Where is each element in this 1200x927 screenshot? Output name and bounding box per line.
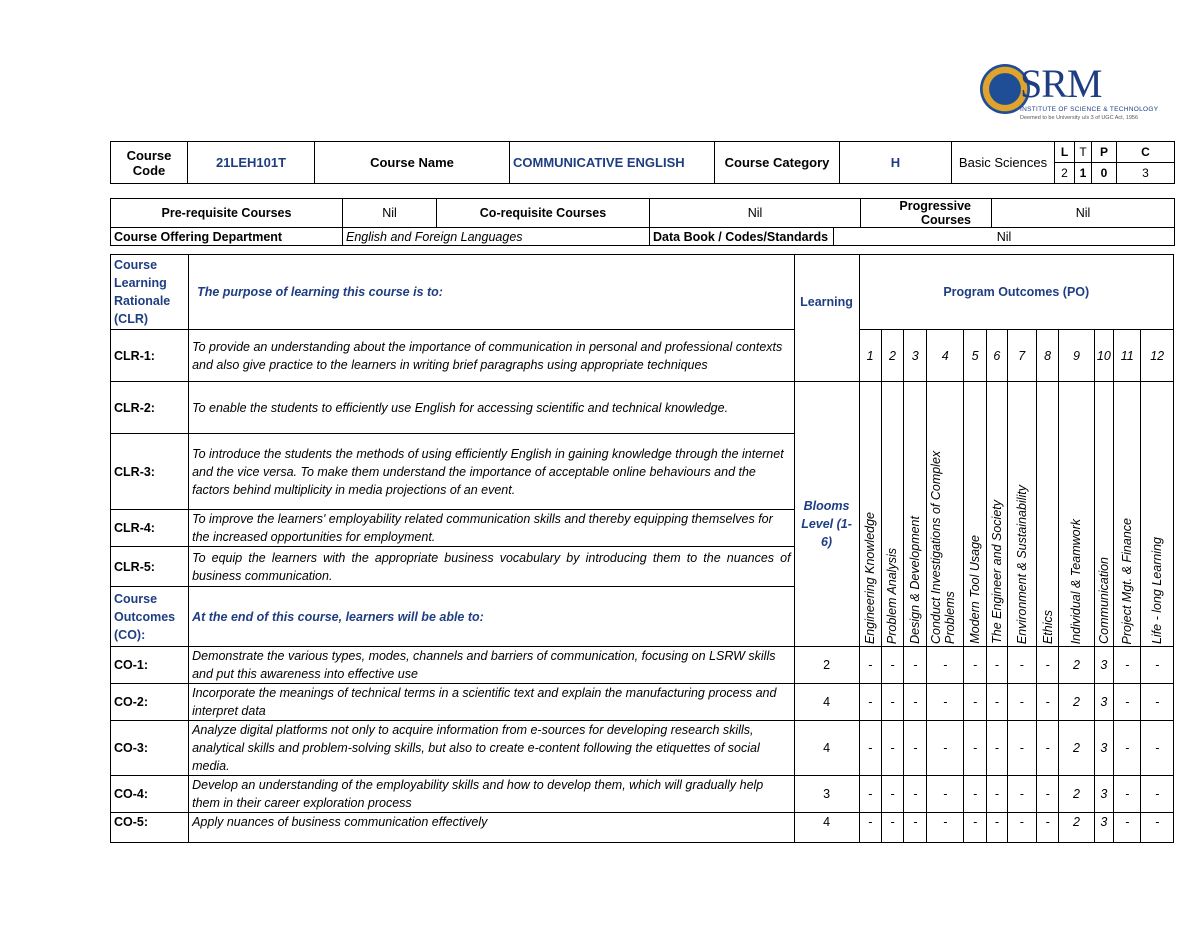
ltpc-value-p: 0 <box>1092 163 1117 184</box>
po-cell: 3 <box>1094 684 1113 721</box>
ltpc-value-c: 3 <box>1117 163 1175 184</box>
po-number: 6 <box>987 330 1007 382</box>
po-cell: - <box>1114 776 1141 813</box>
co-row <box>111 813 1174 843</box>
course-category: H <box>840 142 952 184</box>
logo-brand: SRM <box>1020 61 1102 106</box>
prereq-label: Pre-requisite Courses <box>111 199 343 228</box>
po-cell: - <box>963 684 986 721</box>
co-row <box>111 647 1174 684</box>
po-cell: - <box>963 647 986 684</box>
co-4-level: 3 <box>794 776 859 813</box>
po-cell: 2 <box>1059 776 1094 813</box>
co-intro: At the end of this course, learners will be able to: <box>189 587 795 647</box>
srm-logo <box>978 61 1159 124</box>
co-row <box>111 684 1174 721</box>
po-cell: - <box>987 647 1007 684</box>
po-number: 9 <box>1059 330 1094 382</box>
po-cell: - <box>1007 721 1036 776</box>
po-cell: - <box>904 684 927 721</box>
po-number: 3 <box>904 330 927 382</box>
ltpc-value-t: 1 <box>1075 163 1092 184</box>
course-code-label: Course Code <box>111 142 188 184</box>
po-cell: - <box>927 776 964 813</box>
po-cell: - <box>1141 776 1174 813</box>
po-cell: - <box>881 647 903 684</box>
logo-tagline: Deemed to be University u/s 3 of UGC Act, 1956 <box>1020 115 1139 121</box>
po-cell: - <box>881 684 903 721</box>
co-row <box>111 776 1174 813</box>
po-number: 4 <box>927 330 964 382</box>
po-number: 10 <box>1094 330 1113 382</box>
po-cell: - <box>1114 647 1141 684</box>
po-cell: - <box>963 721 986 776</box>
po-cell: - <box>927 813 964 843</box>
po-cell: - <box>963 813 986 843</box>
progressive-label: Progressive Courses <box>861 199 992 228</box>
clr-2-text: To enable the students to efficiently use English for accessing scientific and technical knowledge. <box>189 382 795 434</box>
po-cell: 2 <box>1059 813 1094 843</box>
po-cell: 3 <box>1094 776 1113 813</box>
po-name: Life - long Learning <box>1141 382 1174 647</box>
po-cell: - <box>1141 684 1174 721</box>
co-2-text: Incorporate the meanings of technical terms in a scientific text and explain the manufacturing process and interpret data <box>189 684 795 721</box>
course-header-table <box>110 141 1175 184</box>
co-1-level: 2 <box>794 647 859 684</box>
po-name: Conduct Investigations of Complex Problems <box>927 382 964 647</box>
po-cell: - <box>987 721 1007 776</box>
category-name: Basic Sciences <box>952 142 1055 184</box>
po-cell: - <box>1141 721 1174 776</box>
po-number: 1 <box>859 330 881 382</box>
co-3-level: 4 <box>794 721 859 776</box>
dept-label: Course Offering Department <box>111 228 343 246</box>
po-cell: - <box>859 684 881 721</box>
po-cell: - <box>1141 813 1174 843</box>
clr-5-text: To equip the learners with the appropriate business vocabulary by introducing them to the nuances of business communication. <box>189 547 795 587</box>
po-cell: - <box>1007 647 1036 684</box>
po-cell: - <box>1007 684 1036 721</box>
prerequisite-table <box>110 198 1175 246</box>
coreq-label: Co-requisite Courses <box>437 199 650 228</box>
po-number: 12 <box>1141 330 1174 382</box>
po-cell: - <box>1141 647 1174 684</box>
po-number: 11 <box>1114 330 1141 382</box>
clr-4-label: CLR-4: <box>111 510 189 547</box>
po-name: Ethics <box>1036 382 1058 647</box>
co-2-label: CO-2: <box>111 684 189 721</box>
coreq-value: Nil <box>650 199 861 228</box>
po-cell: - <box>859 813 881 843</box>
ltpc-label-c: C <box>1117 142 1175 163</box>
databook-value: Nil <box>834 228 1175 246</box>
po-cell: - <box>1114 684 1141 721</box>
po-cell: 3 <box>1094 647 1113 684</box>
logo-institute-name: INSTITUTE OF SCIENCE & TECHNOLOGY <box>1020 106 1159 113</box>
po-name: Communication <box>1094 382 1113 647</box>
clr-label: Course Learning Rationale (CLR) <box>111 255 189 330</box>
po-cell: - <box>1007 813 1036 843</box>
co-4-text: Develop an understanding of the employability skills and how to develop them, which will gradually help them in their career exploration process <box>189 776 795 813</box>
dept-value: English and Foreign Languages <box>343 228 650 246</box>
databook-label: Data Book / Codes/Standards <box>650 228 834 246</box>
po-cell: - <box>1036 647 1058 684</box>
po-number: 7 <box>1007 330 1036 382</box>
co-5-text: Apply nuances of business communication effectively <box>189 813 795 843</box>
po-name: The Engineer and Society <box>987 382 1007 647</box>
po-cell: - <box>1036 721 1058 776</box>
po-cell: - <box>1036 776 1058 813</box>
ltpc-label-l: L <box>1055 142 1075 163</box>
po-name: Design & Development <box>904 382 927 647</box>
clr-2-label: CLR-2: <box>111 382 189 434</box>
po-number: 8 <box>1036 330 1058 382</box>
clr-purpose: The purpose of learning this course is to: <box>189 255 795 330</box>
po-cell: 2 <box>1059 684 1094 721</box>
po-title: Program Outcomes (PO) <box>859 255 1174 330</box>
course-name: COMMUNICATIVE ENGLISH <box>510 142 715 184</box>
co-4-label: CO-4: <box>111 776 189 813</box>
po-cell: - <box>904 776 927 813</box>
co-1-text: Demonstrate the various types, modes, channels and barriers of communication, focusing on LSRW skills and put this awareness into effective use <box>189 647 795 684</box>
po-cell: - <box>1007 776 1036 813</box>
ltpc-label-p: P <box>1092 142 1117 163</box>
po-cell: - <box>963 776 986 813</box>
po-cell: - <box>1036 813 1058 843</box>
po-name: Modern Tool Usage <box>963 382 986 647</box>
clr-5-label: CLR-5: <box>111 547 189 587</box>
po-cell: 3 <box>1094 813 1113 843</box>
po-cell: - <box>881 776 903 813</box>
co-5-label: CO-5: <box>111 813 189 843</box>
po-cell: - <box>987 684 1007 721</box>
outcomes-table <box>110 254 1174 843</box>
co-2-level: 4 <box>794 684 859 721</box>
progressive-value: Nil <box>992 199 1175 228</box>
ltpc-label-t: T <box>1075 142 1092 163</box>
co-label: Course Outcomes (CO): <box>111 587 189 647</box>
co-row <box>111 721 1174 776</box>
po-cell: - <box>881 721 903 776</box>
co-3-label: CO-3: <box>111 721 189 776</box>
po-cell: - <box>987 776 1007 813</box>
clr-3-text: To introduce the students the methods of using efficiently English in gaining knowledge through the internet and the vice versa. To make them understand the importance of acceptable online behaviours and the factors behind multiplicity in media projections of an event. <box>189 434 795 510</box>
po-cell: 2 <box>1059 647 1094 684</box>
po-cell: - <box>881 813 903 843</box>
po-cell: - <box>859 776 881 813</box>
po-name: Project Mgt. & Finance <box>1114 382 1141 647</box>
prereq-value: Nil <box>343 199 437 228</box>
po-cell: - <box>859 721 881 776</box>
course-category-label: Course Category <box>715 142 840 184</box>
clr-3-label: CLR-3: <box>111 434 189 510</box>
po-cell: - <box>859 647 881 684</box>
po-cell: - <box>1036 684 1058 721</box>
course-name-label: Course Name <box>315 142 510 184</box>
po-number: 2 <box>881 330 903 382</box>
po-cell: - <box>927 684 964 721</box>
co-5-level: 4 <box>794 813 859 843</box>
po-cell: - <box>904 813 927 843</box>
co-1-label: CO-1: <box>111 647 189 684</box>
clr-1-label: CLR-1: <box>111 330 189 382</box>
blooms-level-header: Blooms Level (1-6) <box>794 382 859 647</box>
course-code: 21LEH101T <box>188 142 315 184</box>
clr-1-text: To provide an understanding about the importance of communication in personal and professional contexts and also give practice to the learners in writing brief paragraphs using appropriate techniques <box>189 330 795 382</box>
po-cell: 3 <box>1094 721 1113 776</box>
co-3-text: Analyze digital platforms not only to acquire information from e-sources for developing research skills, analytical skills and problem-solving skills, but also to create e-content following the etiquettes of social media. <box>189 721 795 776</box>
po-name: Individual & Teamwork <box>1059 382 1094 647</box>
po-name: Problem Analysis <box>881 382 903 647</box>
po-cell: 2 <box>1059 721 1094 776</box>
po-cell: - <box>927 647 964 684</box>
po-cell: - <box>927 721 964 776</box>
po-cell: - <box>1114 721 1141 776</box>
po-cell: - <box>987 813 1007 843</box>
clr-4-text: To improve the learners' employability related communication skills and thereby equipping themselves for the increased opportunities for employment. <box>189 510 795 547</box>
po-name: Engineering Knowledge <box>859 382 881 647</box>
learning-header: Learning <box>794 255 859 382</box>
po-name: Environment & Sustainability <box>1007 382 1036 647</box>
po-cell: - <box>904 721 927 776</box>
po-number: 5 <box>963 330 986 382</box>
po-cell: - <box>904 647 927 684</box>
ltpc-value-l: 2 <box>1055 163 1075 184</box>
po-cell: - <box>1114 813 1141 843</box>
